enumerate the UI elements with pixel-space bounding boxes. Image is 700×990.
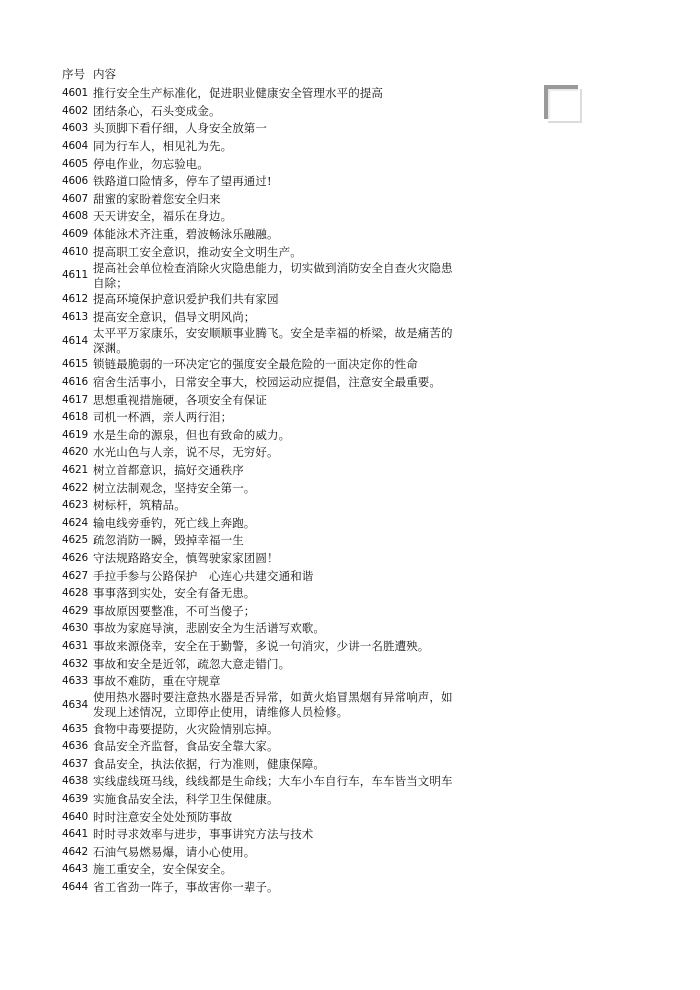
row-number: 4633 [62, 675, 88, 688]
row-content: 提高安全意识，倡导文明风尚； [93, 309, 256, 324]
row-content: 水光山色与人亲，说不尽，无穷好。 [93, 445, 279, 460]
row-number: 4606 [62, 175, 88, 188]
row-content: 天天讲安全，福乐在身边。 [93, 209, 233, 224]
row-content: 甜蜜的家盼着您安全归来 [93, 191, 221, 206]
table-row [62, 791, 462, 809]
row-content: 提高职工安全意识，推动安全文明生产。 [93, 244, 302, 259]
table-row [62, 690, 462, 720]
table-row [62, 479, 462, 497]
row-content: 推行安全生产标准化，促进职业健康安全管理水平的提高 [93, 86, 383, 101]
table-row [62, 291, 462, 309]
row-content: 守法规路路安全，慎驾驶家家团圆！ [93, 550, 279, 565]
column-header-number: 序号 [62, 67, 86, 81]
row-content: 宿舍生活事小，日常安全事大，校园运动应提倡，注意安全最重要。 [93, 375, 441, 390]
row-content: 司机一杯酒，亲人两行泪； [93, 410, 233, 425]
row-number: 4622 [62, 481, 88, 494]
row-number: 4627 [62, 569, 88, 582]
row-number: 4637 [62, 757, 88, 770]
row-number: 4613 [62, 310, 88, 323]
table-row [62, 673, 462, 691]
table-row [62, 226, 462, 244]
column-header-content: 内容 [93, 67, 117, 81]
row-number: 4632 [62, 657, 88, 670]
row-content: 食物中毒要提防，火灾险情别忘掉。 [93, 721, 279, 736]
row-content: 使用热水器时要注意热水器是否异常，如黄火焰冒黑烟有异常响声，如发现上述情况，立即停止使用，请维修人员检修。 [93, 690, 453, 720]
row-number: 4628 [62, 587, 88, 600]
row-content: 省工省劲一阵子，事故害你一辈子。 [93, 880, 279, 895]
row-number: 4608 [62, 210, 88, 223]
row-number: 4616 [62, 376, 88, 389]
row-number: 4631 [62, 639, 88, 652]
row-content: 铁路道口险情多，停车了望再通过! [93, 174, 272, 189]
row-content: 时时注意安全处处预防事故 [93, 809, 233, 824]
row-content: 实线虚线斑马线，线线都是生命线；大车小车自行车，车车皆当文明车 [93, 774, 453, 789]
row-content: 团结条心，石头变成金。 [93, 103, 221, 118]
row-content: 食品安全，执法依据，行为准则，健康保障。 [93, 756, 325, 771]
row-content: 太平平万家康乐，安安顺顺事业腾飞。安全是幸福的桥梁，故是痛苦的深渊。 [93, 326, 453, 356]
table-row [62, 261, 462, 291]
row-content: 事故不难防，重在守规章 [93, 674, 221, 689]
table-row [62, 409, 462, 427]
table-row [62, 309, 462, 327]
table-row [62, 173, 462, 191]
row-content: 事故为家庭导演，悲剧安全为生活谱写欢歌。 [93, 621, 325, 636]
row-number: 4635 [62, 722, 88, 735]
table-row [62, 326, 462, 356]
row-content: 事故原因要整准，不可当傻子； [93, 603, 256, 618]
table-row [62, 720, 462, 738]
row-content: 锁链最脆弱的一环决定它的强度安全最危险的一面决定你的性命 [93, 357, 418, 372]
row-number: 4611 [62, 269, 88, 282]
row-number: 4601 [62, 87, 88, 100]
row-number: 4607 [62, 192, 88, 205]
row-number: 4624 [62, 516, 88, 529]
row-number: 4604 [62, 140, 88, 153]
row-number: 4610 [62, 245, 88, 258]
table-row [62, 773, 462, 791]
table-row [62, 391, 462, 409]
table-row [62, 497, 462, 515]
row-content: 石油气易燃易爆，请小心使用。 [93, 844, 256, 859]
table-row [62, 191, 462, 209]
row-content: 同为行车人，相见礼为先。 [93, 139, 233, 154]
table-row [62, 120, 462, 138]
row-content: 疏忽消防一瞬，毁掉幸福一生 [93, 533, 244, 548]
table-body [62, 85, 462, 896]
row-number: 4612 [62, 293, 88, 306]
row-content: 食品安全齐监督，食品安全靠大家。 [93, 739, 279, 754]
table-row [62, 243, 462, 261]
row-content: 事故来源侥幸，安全在于勤警，多说一句消灾，少讲一名胜遭殃。 [93, 638, 430, 653]
row-content: 树立法制观念，坚持安全第一。 [93, 480, 256, 495]
row-number: 4644 [62, 881, 88, 894]
table-row [62, 567, 462, 585]
row-number: 4609 [62, 228, 88, 241]
row-number: 4626 [62, 551, 88, 564]
table-row [62, 738, 462, 756]
row-number: 4641 [62, 828, 88, 841]
row-number: 4602 [62, 104, 88, 117]
slogan-table [62, 64, 462, 896]
row-content: 施工重安全，安全保安全。 [93, 862, 233, 877]
table-row [62, 844, 462, 862]
row-number: 4634 [62, 698, 88, 711]
row-number: 4629 [62, 604, 88, 617]
table-row [62, 103, 462, 121]
row-content: 水是生命的源泉，但也有致命的威力。 [93, 427, 291, 442]
row-number: 4636 [62, 740, 88, 753]
row-content: 实施食品安全法，科学卫生保健康。 [93, 792, 279, 807]
row-number: 4603 [62, 122, 88, 135]
table-row [62, 427, 462, 445]
table-row [62, 550, 462, 568]
row-content: 事事落到实处，安全有备无患。 [93, 586, 256, 601]
row-number: 4617 [62, 393, 88, 406]
row-number: 4621 [62, 463, 88, 476]
row-content: 时时寻求效率与进步，事事讲究方法与技术 [93, 827, 314, 842]
row-content: 树标杆，筑精品。 [93, 498, 186, 513]
corner-bracket-mark [544, 85, 578, 119]
row-number: 4615 [62, 358, 88, 371]
row-number: 4619 [62, 428, 88, 441]
row-content: 体能泳术齐注重，碧波畅泳乐融融。 [93, 227, 279, 242]
table-row [62, 756, 462, 774]
row-number: 4630 [62, 622, 88, 635]
table-row [62, 861, 462, 879]
row-content: 树立首都意识，搞好交通秩序 [93, 462, 244, 477]
table-row [62, 620, 462, 638]
row-content: 手拉手参与公路保护 心连心共建交通和谐 [93, 568, 314, 583]
row-number: 4614 [62, 334, 88, 347]
table-row [62, 585, 462, 603]
row-content: 停电作业，勿忘验电。 [93, 156, 209, 171]
row-number: 4638 [62, 775, 88, 788]
table-row [62, 444, 462, 462]
table-row [62, 532, 462, 550]
row-number: 4623 [62, 499, 88, 512]
row-number: 4639 [62, 793, 88, 806]
row-number: 4640 [62, 810, 88, 823]
table-row [62, 514, 462, 532]
table-row [62, 138, 462, 156]
row-number: 4625 [62, 534, 88, 547]
table-row [62, 208, 462, 226]
table-row [62, 655, 462, 673]
row-content: 提高社会单位检查消除火灾隐患能力，切实做到消防安全自查火灾隐患自除； [93, 260, 453, 290]
table-row [62, 602, 462, 620]
row-content: 事故和安全是近邻，疏忽大意走错门。 [93, 656, 291, 671]
row-number: 4620 [62, 446, 88, 459]
table-row [62, 826, 462, 844]
table-row [62, 462, 462, 480]
table-row [62, 638, 462, 656]
row-number: 4642 [62, 845, 88, 858]
row-content: 思想重视措施硬，各项安全有保证 [93, 392, 267, 407]
table-row [62, 808, 462, 826]
row-content: 提高环境保护意识爱护我们共有家园 [93, 292, 279, 307]
table-row [62, 356, 462, 374]
table-row [62, 879, 462, 897]
row-content: 输电线旁垂钓，死亡线上奔跑。 [93, 515, 256, 530]
table-row [62, 374, 462, 392]
row-number: 4605 [62, 157, 88, 170]
table-row [62, 85, 462, 103]
table-header-row [62, 64, 462, 85]
row-number: 4618 [62, 411, 88, 424]
table-row [62, 155, 462, 173]
row-content: 头顶脚下看仔细，人身安全放第一 [93, 121, 267, 136]
row-number: 4643 [62, 863, 88, 876]
